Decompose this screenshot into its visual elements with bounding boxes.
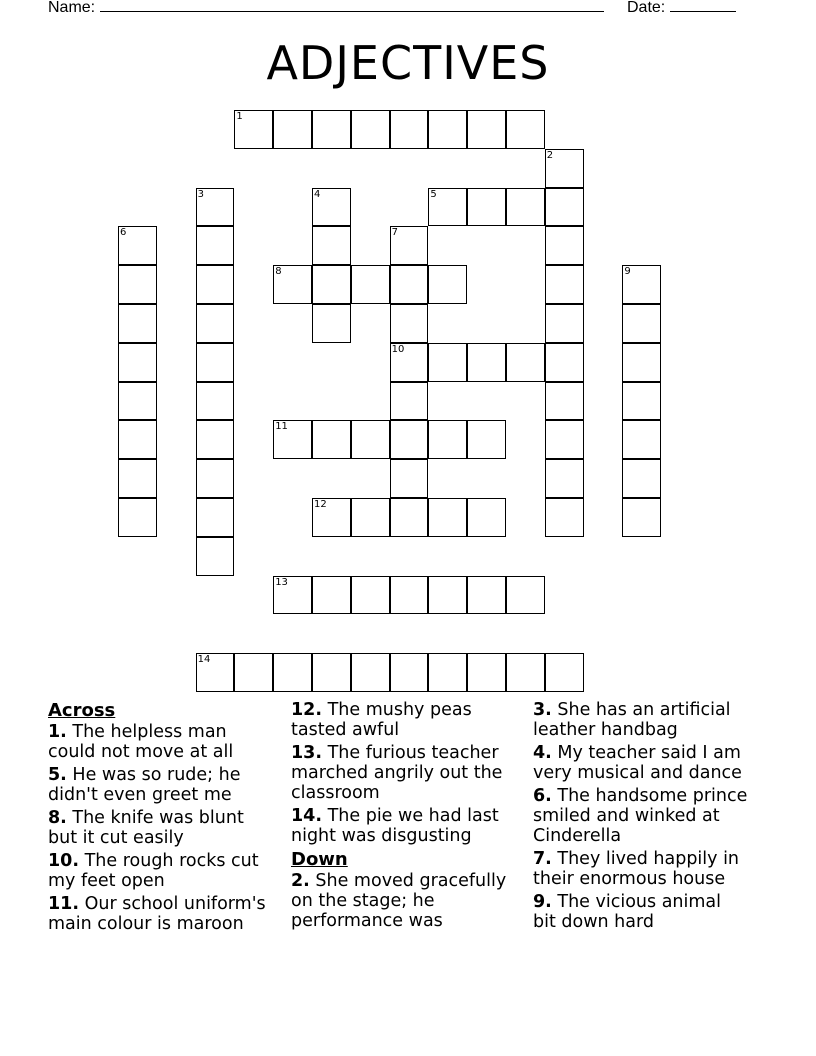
grid-cell[interactable] <box>545 188 584 227</box>
grid-cell[interactable] <box>467 110 506 149</box>
grid-cell[interactable] <box>545 265 584 304</box>
grid-cell[interactable] <box>506 576 545 615</box>
grid-cell[interactable] <box>273 576 312 615</box>
grid-cell[interactable] <box>506 188 545 227</box>
grid-cell[interactable] <box>545 226 584 265</box>
clue-number: 10. <box>48 851 80 871</box>
grid-cell[interactable] <box>428 343 467 382</box>
grid-cell[interactable] <box>390 382 429 421</box>
grid-cell[interactable] <box>622 382 661 421</box>
cell-number: 13 <box>275 576 288 588</box>
cell-number: 14 <box>197 654 211 666</box>
grid-cell[interactable] <box>428 420 467 459</box>
across-clue-11 <box>48 894 280 934</box>
grid-cell[interactable] <box>196 265 235 304</box>
grid-cell[interactable] <box>312 498 351 537</box>
grid-cell[interactable] <box>312 576 351 615</box>
clue-text: The furious teacher marched angrily out the classroom <box>291 743 503 803</box>
grid-cell[interactable] <box>467 498 506 537</box>
grid-cell[interactable] <box>312 226 351 265</box>
grid-cell[interactable] <box>545 343 584 382</box>
clue-number: 8. <box>48 808 67 828</box>
down-clue-6 <box>533 786 773 846</box>
clue-number: 7. <box>533 849 552 869</box>
clue-number: 4. <box>533 743 552 763</box>
grid-cell[interactable] <box>545 382 584 421</box>
grid-cell[interactable] <box>273 420 312 459</box>
cell-number: 5 <box>430 188 437 200</box>
clue-text: The mushy peas tasted awful <box>291 700 472 740</box>
grid-cell[interactable] <box>234 110 273 149</box>
cell-number: 1 <box>236 111 243 122</box>
grid-cell[interactable] <box>390 226 429 265</box>
grid-cell[interactable] <box>506 110 545 149</box>
grid-cell[interactable] <box>118 420 157 459</box>
grid-cell[interactable] <box>351 265 390 304</box>
date-label: Date: <box>627 0 666 16</box>
clue-text: He was so rude; he didn't even greet me <box>48 765 241 805</box>
grid-cell[interactable] <box>312 110 351 149</box>
grid-cell[interactable] <box>428 498 467 537</box>
grid-cell[interactable] <box>428 265 467 304</box>
grid-cell[interactable] <box>118 459 157 498</box>
grid-cell[interactable] <box>428 188 467 227</box>
cell-number: 9 <box>624 266 631 278</box>
down-clue-3 <box>533 700 745 740</box>
clue-text: The helpless man could not move at all <box>48 722 234 762</box>
grid-cell[interactable] <box>390 304 429 343</box>
clues-column-2 <box>291 700 523 934</box>
clue-number: 12. <box>291 700 323 720</box>
down-clue-4 <box>533 743 755 783</box>
grid-cell[interactable] <box>351 498 390 537</box>
clue-number: 6. <box>533 786 552 806</box>
grid-cell[interactable] <box>118 343 157 382</box>
cell-number: 11 <box>275 421 288 433</box>
grid-cell[interactable] <box>196 226 235 265</box>
across-clue-5 <box>48 765 248 805</box>
clue-number: 2. <box>291 871 310 891</box>
clue-text: She has an artificial leather handbag <box>533 700 731 740</box>
clue-number: 5. <box>48 765 67 785</box>
clue-text: Our school uniform's main colour is maroon <box>48 894 266 934</box>
clues-column-3 <box>533 700 765 935</box>
grid-cell[interactable] <box>390 343 429 382</box>
cell-number: 4 <box>314 188 321 200</box>
grid-cell[interactable] <box>118 498 157 537</box>
clue-number: 1. <box>48 722 67 742</box>
clue-number: 9. <box>533 892 552 912</box>
grid-cell[interactable] <box>545 498 584 537</box>
grid-cell[interactable] <box>196 382 235 421</box>
down-heading: Down <box>291 849 348 870</box>
clue-number: 3. <box>533 700 552 720</box>
grid-cell[interactable] <box>506 343 545 382</box>
clue-text: She moved gracefully on the stage; he performance was <box>291 871 507 931</box>
cell-number: 12 <box>314 499 327 510</box>
grid-cell[interactable] <box>390 110 429 149</box>
grid-cell[interactable] <box>118 265 157 304</box>
grid-cell[interactable] <box>118 304 157 343</box>
grid-cell[interactable] <box>428 653 467 692</box>
across-clue-1 <box>48 722 248 762</box>
cell-number: 2 <box>546 149 554 161</box>
grid-cell[interactable] <box>545 459 584 498</box>
across-clue-13 <box>291 743 517 803</box>
clue-text: The knife was blunt but it cut easily <box>48 808 244 848</box>
grid-cell[interactable] <box>234 653 273 692</box>
grid-cell[interactable] <box>196 653 235 692</box>
cell-number: 10 <box>391 343 405 355</box>
grid-cell[interactable] <box>506 653 545 692</box>
grid-cell[interactable] <box>312 304 351 343</box>
clue-number: 14. <box>291 806 323 826</box>
across-clue-8 <box>48 808 260 848</box>
grid-cell[interactable] <box>545 304 584 343</box>
grid-cell[interactable] <box>390 420 429 459</box>
grid-cell[interactable] <box>545 420 584 459</box>
down-clue-2 <box>291 871 513 931</box>
grid-cell[interactable] <box>622 459 661 498</box>
grid-cell[interactable] <box>118 382 157 421</box>
grid-cell[interactable] <box>622 343 661 382</box>
grid-cell[interactable] <box>273 265 312 304</box>
clue-text: The handsome prince smiled and winked at Cinderella <box>533 786 748 846</box>
across-heading: Across <box>48 700 116 721</box>
grid-cell[interactable] <box>196 304 235 343</box>
clue-number: 11. <box>48 894 80 914</box>
grid-cell[interactable] <box>196 420 235 459</box>
grid-cell[interactable] <box>312 188 351 227</box>
grid-cell[interactable] <box>428 576 467 615</box>
clue-text: My teacher said I am very musical and dance <box>533 743 742 783</box>
grid-cell[interactable] <box>312 653 351 692</box>
grid-cell[interactable] <box>196 537 235 576</box>
grid-cell[interactable] <box>545 149 584 188</box>
grid-cell[interactable] <box>390 576 429 615</box>
grid-cell[interactable] <box>196 343 235 382</box>
grid-cell[interactable] <box>467 576 506 615</box>
cell-number: 7 <box>391 227 398 239</box>
cell-number: 3 <box>197 188 204 200</box>
grid-cell[interactable] <box>351 420 390 459</box>
grid-cell[interactable] <box>545 653 584 692</box>
grid-cell[interactable] <box>622 304 661 343</box>
grid-cell[interactable] <box>273 110 312 149</box>
grid-cell[interactable] <box>467 188 506 227</box>
grid-cell[interactable] <box>390 653 429 692</box>
grid-cell[interactable] <box>390 265 429 304</box>
grid-cell[interactable] <box>351 576 390 615</box>
grid-cell[interactable] <box>467 343 506 382</box>
across-clue-10 <box>48 851 270 891</box>
grid-cell[interactable] <box>428 110 467 149</box>
clue-text: The vicious animal bit down hard <box>533 892 722 932</box>
grid-cell[interactable] <box>312 420 351 459</box>
grid-cell[interactable] <box>467 420 506 459</box>
across-clue-14 <box>291 806 515 846</box>
grid-cell[interactable] <box>273 653 312 692</box>
name-label: Name: <box>48 0 96 16</box>
grid-cell[interactable] <box>622 420 661 459</box>
clues-column-1 <box>48 700 280 937</box>
grid-cell[interactable] <box>312 265 351 304</box>
clue-text: The rough rocks cut my feet open <box>48 851 259 891</box>
grid-cell[interactable] <box>467 653 506 692</box>
grid-cell[interactable] <box>622 265 661 304</box>
cell-number: 8 <box>275 266 282 278</box>
grid-cell[interactable] <box>390 459 429 498</box>
grid-cell[interactable] <box>196 188 235 227</box>
across-clue-12 <box>291 700 481 740</box>
grid-cell[interactable] <box>196 459 235 498</box>
grid-cell[interactable] <box>390 498 429 537</box>
clue-number: 13. <box>291 743 323 763</box>
grid-cell[interactable] <box>622 498 661 537</box>
grid-cell[interactable] <box>118 226 157 265</box>
grid-cell[interactable] <box>351 110 390 149</box>
page-title: ADJECTIVES <box>266 36 550 90</box>
grid-cell[interactable] <box>351 653 390 692</box>
clue-text: They lived happily in their enormous house <box>533 849 740 889</box>
down-clue-7 <box>533 849 755 889</box>
grid-cell[interactable] <box>196 498 235 537</box>
down-clue-9 <box>533 892 733 932</box>
clue-text: The pie we had last night was disgusting <box>291 806 499 846</box>
cell-number: 6 <box>120 227 127 239</box>
